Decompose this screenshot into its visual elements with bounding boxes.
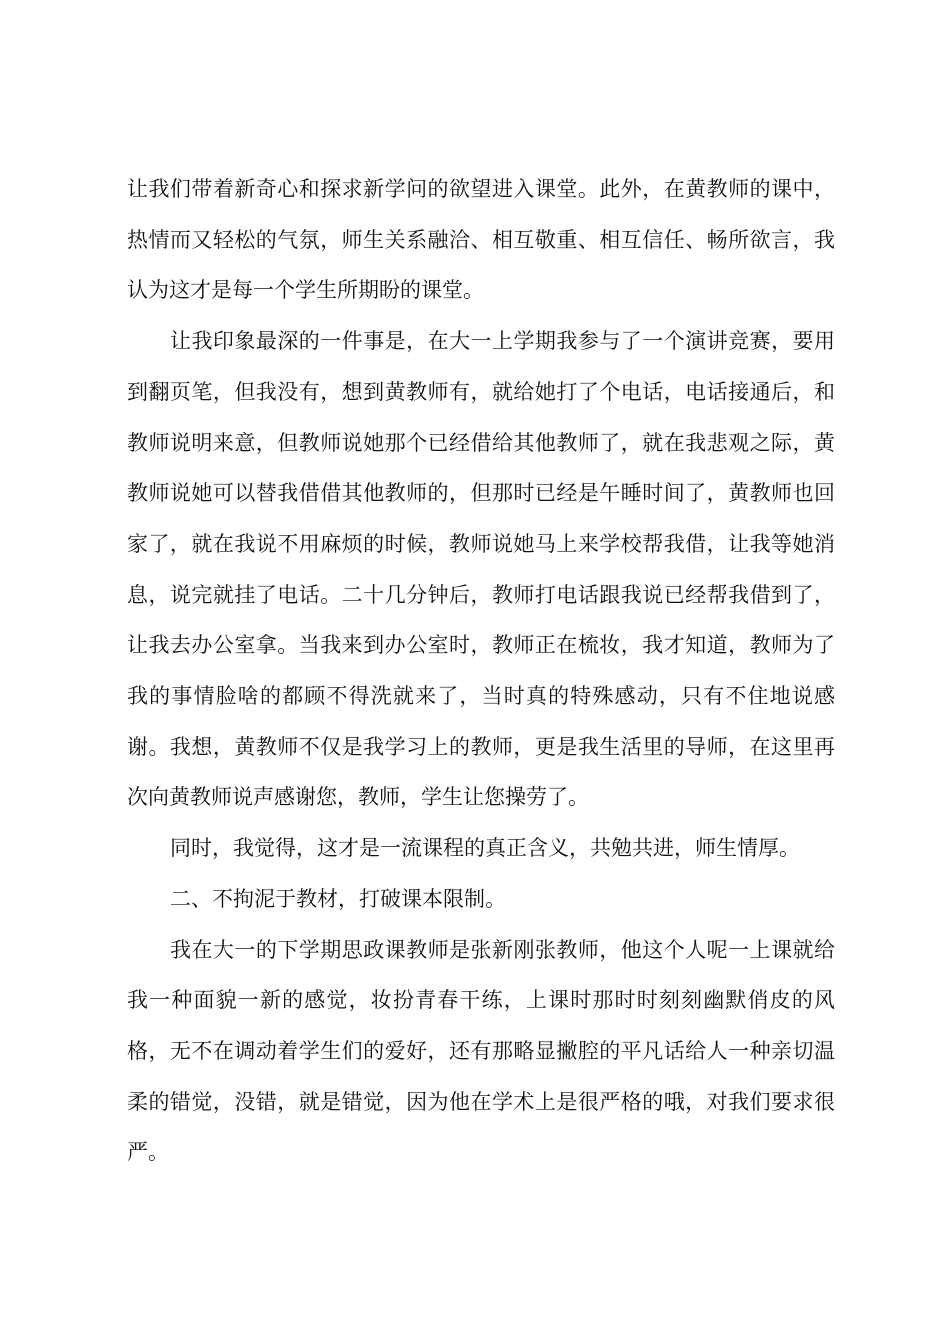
paragraph-1: 让我们带着新奇心和探求新学问的欲望进入课堂。此外，在黄教师的课中，热情而又轻松的气氛，师生关系融洽、相互敬重、相互信任、畅所欲言，我认为这才是每一个学生所期盼的课堂。 [127,177,835,303]
paragraph-2: 让我印象最深的一件事是，在大一上学期我参与了一个演讲竞赛，要用到翻页笔，但我没有，想到黄教师有，就给她打了个电话，电话接通后，和教师说明来意，但教师说她那个已经借给其他教师了，就在我悲观之际，黄教师说她可以替我借借其他教师的，但那时已经是午睡时间了，黄教师也回家了，就在我说不用麻烦的时候，教师说她马上来学校帮我借，让我等她消息，说完就挂了电话。二十几分钟后，教师打电话跟我说已经帮我借到了，让我去办公室拿。当我来到办公室时，教师正在梳妆，我才知道，教师为了我的事情脸啥的都顾不得洗就来了，当时真的特殊感动，只有不住地说感谢。我想，黄教师不仅是我学习上的教师，更是我生活里的导师，在这里再次向黄教师说声感谢您，教师，学生让您操劳了。 [127,329,835,810]
paragraph-4: 我在大一的下学期思政课教师是张新刚张教师，他这个人呢一上课就给我一种面貌一新的感觉，妆扮青春干练，上课时那时时刻刻幽默俏皮的风格，无不在调动着学生们的爱好，还有那略显撇腔的平凡话给人一种亲切温柔的错觉，没错，就是错觉，因为他在学术上是很严格的哦，对我们要求很严。 [127,937,835,1165]
document-body [127,164,835,1178]
paragraph-3: 同时，我觉得，这才是一流课程的真正含义，共勉共进，师生情厚。 [170,836,800,861]
section-heading: 二、不拘泥于教材，打破课本限制。 [170,886,506,911]
